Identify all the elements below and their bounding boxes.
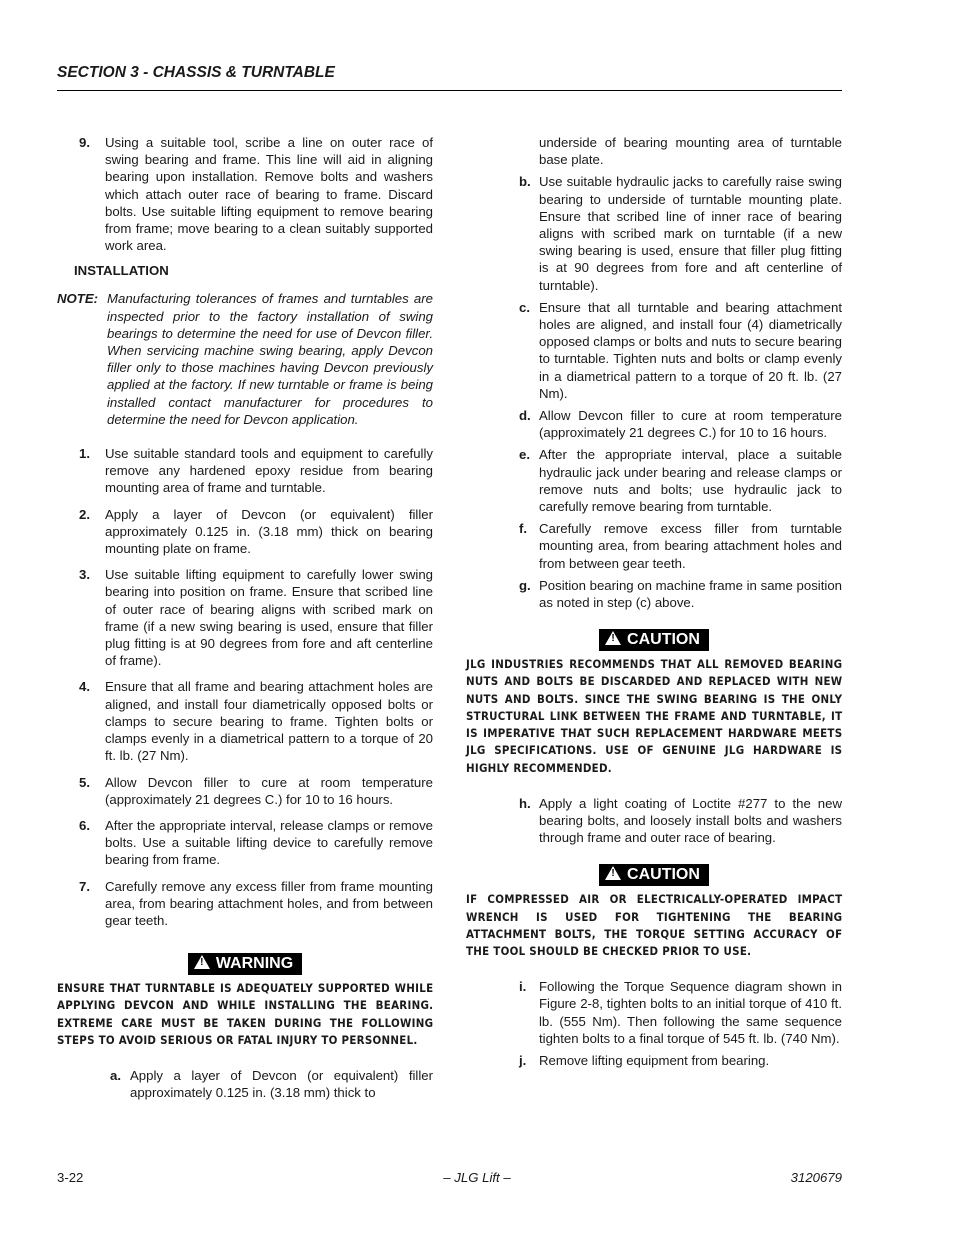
step-text: After the appropriate interval, release clamps or remove bolts. Use a suitable lifting device to carefully remove bearing from frame. — [105, 817, 433, 868]
step-text: Apply a layer of Devcon (or equivalent) filler approximately 0.125 in. (3.18 mm) thick to — [130, 1067, 433, 1101]
warning-badge — [188, 953, 302, 975]
step-d — [466, 407, 842, 441]
page-header — [57, 64, 842, 91]
step-e — [466, 446, 842, 515]
step-text: Ensure that all frame and bearing attachment holes are aligned, and install four diametrically opposed bolts or clamps to secure bearing to frame. Tighten bolts or clamps evenly in a diametrical pattern to a torque of 20 ft. lb. (27 Nm). — [105, 679, 433, 764]
warning-text: ENSURE THAT TURNTABLE IS ADEQUATELY SUPPORTED WHILE APPLYING DEVCON AND WHILE INSTALLING THE BEARING. EXTREME CARE MUST BE TAKEN DURING THE FOLLOWING STEPS TO AVOID SERIOUS OR FATAL INJURY TO PERSONNEL. — [57, 982, 434, 1047]
step-text: Use suitable lifting equipment to carefully lower swing bearing into position on frame. Ensure that scribed line of outer race of bearing aligns with scribed mark on frame (if a new swing bearing is used, ensure that filler plug fitting is at 90 degrees from fore and aft centerline of frame). — [105, 567, 433, 669]
section-title: SECTION 3 - CHASSIS & TURNTABLE — [57, 64, 335, 81]
step-3 — [57, 566, 433, 669]
step-letter: g. — [519, 577, 531, 593]
warning-label: WARNING — [215, 955, 294, 973]
step-letter: f. — [519, 521, 528, 537]
step-text: Use suitable hydraulic jacks to carefully raise swing bearing to underside of turntable mounting plate. Ensure that scribed line of inner race of bearing aligns with scribed mark on turntable (if a new swing bearing is used, ensure that filler plug fitting is at 90 degrees from fore and aft centerline of turntable). — [539, 174, 842, 293]
step-9 — [57, 134, 433, 254]
caution-text: JLG INDUSTRIES RECOMMENDS THAT ALL REMOVED BEARING NUTS AND BOLTS BE DISCARDED AND REPLACED WITH NEW NUTS AND BOLTS. SINCE THE SWING BEARING IS THE ONLY STRUCTURAL LINK BETWEEN THE FRAME AND TURNTABLE, IT IS IMPERATIVE THAT SUCH REPLACEMENT HARDWARE MEETS JLG SPECIFICATIONS. USE OF GENUINE JLG HARDWARE IS HIGHLY RECOMMENDED. — [466, 658, 843, 775]
step-number: 5. — [79, 774, 90, 790]
installation-heading: INSTALLATION — [74, 263, 169, 279]
step-c — [466, 299, 842, 402]
step-4 — [57, 678, 433, 764]
caution-badge — [599, 629, 709, 651]
step-2 — [57, 506, 433, 558]
step-text: Allow Devcon filler to cure at room temperature (approximately 21 degrees C.) for 10 to 16 hours. — [105, 774, 433, 807]
step-b — [466, 173, 842, 293]
caution-badge — [599, 864, 709, 886]
step-letter: b. — [519, 174, 531, 190]
note-block — [57, 290, 433, 428]
left-column — [57, 134, 433, 1110]
step-number: 9. — [79, 135, 90, 150]
step-text: After the appropriate interval, place a suitable hydraulic jack under bearing and release clamps or remove nuts and bolts; use hydraulic jack to carefully remove bearing from turntable. — [539, 447, 842, 515]
note-label: NOTE: — [57, 291, 99, 307]
caution-triangle-icon — [605, 866, 621, 880]
step-number: 4. — [79, 679, 90, 695]
step-a — [57, 1067, 433, 1101]
step-text: Position bearing on machine frame in same position as noted in step (c) above. — [539, 577, 842, 611]
step-5 — [57, 774, 433, 808]
step-text: Allow Devcon filler to cure at room temperature (approximately 21 degrees C.) for 10 to 16 hours. — [539, 408, 842, 441]
warning-badge-wrap — [57, 953, 433, 975]
caution-label: CAUTION — [627, 631, 700, 649]
step-letter: h. — [519, 795, 531, 811]
step-6 — [57, 817, 433, 869]
continuation-text: underside of bearing mounting area of turntable base plate. — [539, 135, 842, 168]
step-text: Ensure that all turntable and bearing attachment holes are aligned, and install four (4) diametrically opposed clamps or bolts and nuts to secure bearing to turntable. Tighten nuts and bolts or clamp evenly in a diametrical pattern to a torque of 20 ft. lb. (27 Nm). — [539, 299, 842, 401]
step-text: Apply a layer of Devcon (or equivalent) filler approximately 0.125 in. (3.18 mm) thick on bearing mounting plate on frame. — [105, 506, 433, 557]
step-number: 6. — [79, 817, 90, 833]
step-text: Carefully remove excess filler from turntable mounting area, from bearing attachment holes and from between gear teeth. — [539, 521, 842, 571]
step-1 — [57, 445, 433, 497]
caution-badge-wrap-2 — [466, 864, 842, 886]
step-letter: a. — [110, 1067, 121, 1083]
step-text: Following the Torque Sequence diagram shown in Figure 2-8, tighten bolts to an initial torque of 410 ft. lb. (555 Nm). Then following the same sequence tighten bolts to a final torque of 545 ft. lb. (740 Nm). — [539, 979, 842, 1046]
step-i — [466, 978, 842, 1047]
step-letter: i. — [519, 979, 527, 995]
step-letter: d. — [519, 408, 531, 424]
step-letter: e. — [519, 447, 530, 463]
step-a-continuation — [466, 134, 842, 168]
step-letter: c. — [519, 299, 530, 315]
step-g — [466, 577, 842, 611]
footer-brand: – JLG Lift – — [443, 1170, 511, 1185]
step-f — [466, 520, 842, 572]
step-j — [466, 1052, 842, 1069]
step-text: Use suitable standard tools and equipment to carefully remove any hardened epoxy residue from bearing mounting area of frame and turntable. — [105, 446, 433, 496]
step-number: 3. — [79, 567, 90, 583]
caution-label: CAUTION — [627, 866, 700, 884]
step-number: 7. — [79, 878, 90, 894]
step-text: Carefully remove any excess filler from frame mounting area, from bearing attachment holes, and from between gear teeth. — [105, 878, 433, 928]
step-letter: j. — [519, 1052, 527, 1068]
step-h — [466, 795, 842, 847]
step-number: 1. — [79, 446, 90, 462]
step-text: Remove lifting equipment from bearing. — [539, 1052, 770, 1068]
footer-doc-number: 3120679 — [790, 1170, 842, 1185]
step-7 — [57, 878, 433, 930]
footer-page-number: 3-22 — [57, 1170, 84, 1185]
step-number: 2. — [79, 506, 90, 522]
warning-triangle-icon — [194, 955, 210, 969]
step-text: Using a suitable tool, scribe a line on outer race of swing bearing and frame. This line will aid in aligning bearing upon installation. Remove bolts and washers which attach outer race of bearing to frame. Discard bolts. Use suitable lifting equipment to remove bearing from frame; move bearing to a clean suitably supported work area. — [105, 135, 433, 254]
caution-badge-wrap — [466, 629, 842, 651]
caution-text-2: IF COMPRESSED AIR OR ELECTRICALLY-OPERATED IMPACT WRENCH IS USED FOR TIGHTENING THE BEARING ATTACHMENT BOLTS, THE TORQUE SETTING ACCURACY OF THE TOOL SHOULD BE CHECKED PRIOR TO USE. — [466, 893, 843, 958]
caution-triangle-icon — [605, 631, 621, 645]
step-text: Apply a light coating of Loctite #277 to the new bearing bolts, and loosely install bolts and washers through frame and outer race of bearing. — [539, 795, 842, 846]
note-text: Manufacturing tolerances of frames and turntables are inspected prior to the factory installation of swing bearings to determine the need for use of Devcon filler. When servicing machine swing bearing, apply Devcon filler only to those machines having Devcon previously applied at the factory. If new turntable or frame is being installed contact manufacturer for procedures to determine the need for Devcon application. — [107, 291, 433, 427]
right-column — [466, 134, 842, 1078]
